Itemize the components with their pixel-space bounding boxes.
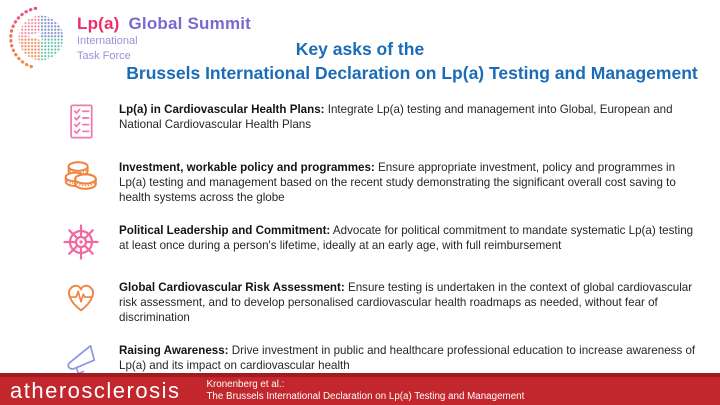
heart-pulse-icon: [58, 279, 104, 317]
list-item-heading: Political Leadership and Commitment:: [119, 224, 331, 237]
slide-title-line1: Key asks of the: [295, 39, 425, 59]
list-item-body: Integrate Lp(a) testing and management into Global, European and National Cardiovascular Health Plans: [119, 103, 673, 131]
list-item-heading: Lp(a) in Cardiovascular Health Plans:: [119, 103, 325, 116]
list-item-text: [119, 160, 701, 205]
logo-brand-lpa: Lp(a): [77, 14, 120, 33]
list-item-body: Advocate for political commitment to mandate systematic Lp(a) testing at least once during a person's lifetime, ideally at an early age, with full reimbursement: [119, 224, 694, 252]
list-item-risk-assessment: [58, 280, 708, 325]
citation: [206, 379, 524, 403]
list-item-body: Drive investment in public and healthcare professional education to increase awareness of Lp(a) and its impact on cardiovascular health: [119, 344, 696, 372]
list-item-body: Ensure testing is undertaken in the context of global cardiovascular risk assessment, and to develop personalised cardiovascular health roadmaps as needed, without fear of discrimination: [119, 281, 693, 324]
coins-icon: [58, 159, 104, 195]
list-item-text: [119, 223, 701, 253]
list-item-political-leadership: [58, 223, 708, 262]
list-item-heading: Global Cardiovascular Risk Assessment:: [119, 281, 345, 294]
logo-brand: [77, 15, 251, 32]
ship-wheel-icon: [58, 222, 104, 262]
list-item-health-plans: [58, 102, 708, 142]
logo-org-line1: International: [77, 35, 138, 47]
list-item-investment: [58, 160, 708, 205]
citation-line2: The Brussels International Declaration on Lp(a) Testing and Management: [206, 391, 525, 402]
slide-title: [0, 37, 720, 85]
list-item-text: [119, 280, 701, 325]
footer-bar: [0, 373, 720, 405]
key-asks-list: [58, 102, 708, 380]
citation-line1: Kronenberg et al.:: [206, 379, 285, 390]
checklist-icon: [58, 101, 104, 142]
logo-org-line2: Task Force: [77, 50, 131, 62]
journal-logo: atherosclerosis: [10, 378, 181, 403]
list-item-text: [119, 102, 701, 132]
list-item-heading: Investment, workable policy and programmes:: [119, 161, 375, 174]
list-item-heading: Raising Awareness:: [119, 344, 229, 357]
slide-title-line2: Brussels International Declaration on Lp(a) Testing and Management: [126, 63, 698, 83]
list-item-text: [119, 343, 701, 373]
logo-brand-global-summit: Global Summit: [128, 14, 252, 33]
list-item-body: Ensure appropriate investment, policy and programmes in Lp(a) testing and management based on the recent study demonstrating the significant overall cost saving to health systems across the globe: [119, 161, 676, 204]
